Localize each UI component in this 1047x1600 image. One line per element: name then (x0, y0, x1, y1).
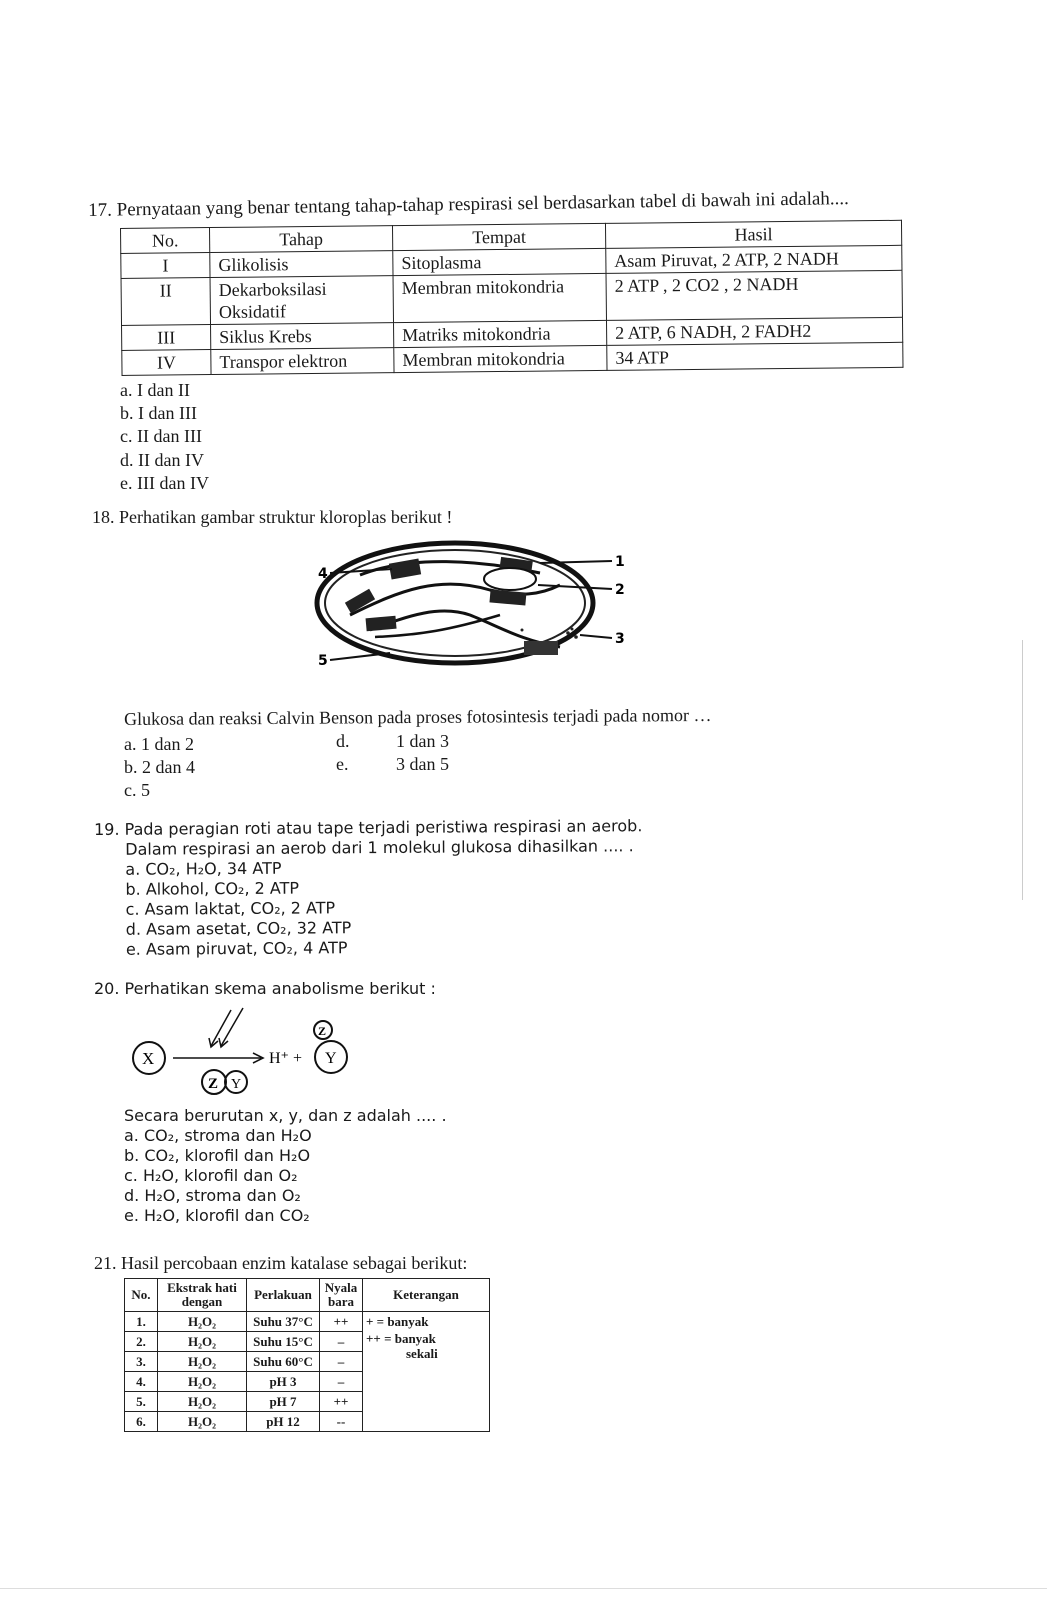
scan-edge-bottom (0, 1588, 1047, 1589)
x-label: X (142, 1049, 155, 1068)
question-21-text: Hasil percobaan enzim katalase sebagai berikut: (121, 1253, 468, 1273)
cell-no: 5. (125, 1392, 158, 1412)
granum (389, 559, 421, 580)
cell-ekstrak: H₂O₂ (158, 1392, 247, 1412)
option-a: a. CO₂, stroma dan H₂O (124, 1126, 312, 1145)
cell-perlakuan: Suhu 60°C (247, 1352, 320, 1372)
cell-hasil: 2 ATP, 6 NADH, 2 FADH2 (606, 317, 902, 345)
question-20 (94, 979, 436, 998)
table-header-row (125, 1279, 490, 1312)
granum (366, 616, 397, 632)
option-b: b. Alkohol, CO₂, 2 ATP (125, 878, 300, 899)
cell-perlakuan: pH 12 (247, 1412, 320, 1432)
question-21-number: 21. (94, 1253, 117, 1273)
option-c: c. II dan III (120, 426, 202, 446)
product-text: H⁺ + (269, 1050, 303, 1067)
option-d: d. II dan IV (120, 450, 204, 470)
option-b: b. I dan III (120, 403, 197, 423)
option-d: d. Asam asetat, CO₂, 32 ATP (125, 918, 352, 939)
respiration-table (120, 220, 904, 376)
ribosome-dot (566, 631, 570, 635)
cell-tahap: Glikolisis (210, 251, 393, 278)
question-20-text: Perhatikan skema anabolisme berikut : (124, 979, 436, 998)
col-header-tahap: Tahap (210, 226, 393, 253)
cell-tempat: Membran mitokondria (393, 273, 606, 322)
cell-tempat: Membran mitokondria (394, 345, 607, 372)
z-label-upper: Z (318, 1024, 327, 1038)
light-arrow (221, 1008, 243, 1046)
cell-no: 3. (125, 1352, 158, 1372)
col-header-no: No. (125, 1279, 158, 1312)
option-e: e. (336, 754, 349, 774)
ribosome-dot (574, 635, 578, 639)
option-c: c. H₂O, klorofil dan O₂ (124, 1166, 298, 1185)
option-e-value: 3 dan 5 (396, 754, 449, 774)
legend-double-plus-cont: sekali (406, 1346, 438, 1361)
col-header-keterangan: Keterangan (363, 1279, 490, 1312)
cell-perlakuan: Suhu 15°C (247, 1332, 320, 1352)
cell-no: 4. (125, 1372, 158, 1392)
pointer-line (580, 635, 612, 638)
question-19-number: 19. (94, 819, 120, 839)
cell-tahap: Transpor elektron (211, 348, 394, 375)
question-19-line2: Dalam respirasi an aerob dari 1 molekul glukosa dihasilkan .... . (125, 836, 634, 859)
cell-keterangan (363, 1312, 490, 1432)
cell-no: 1. (125, 1312, 158, 1332)
question-21 (94, 1253, 467, 1274)
question-18-prompt: Glukosa dan reaksi Calvin Benson pada proses fotosintesis terjadi pada nomor … (124, 704, 712, 729)
option-a: a. 1 dan 2 (124, 734, 194, 754)
col-header-nyala: Nyala bara (320, 1279, 363, 1312)
cell-no: I (121, 253, 210, 279)
cell-tahap: Siklus Krebs (211, 323, 394, 350)
cell-nyala: – (320, 1352, 363, 1372)
table-row (121, 270, 902, 325)
cell-hasil: Asam Piruvat, 2 ATP, 2 NADH (606, 245, 902, 273)
legend-plus: + = banyak (366, 1314, 429, 1329)
question-18-number: 18. (92, 507, 115, 527)
y-label-lower: Y (231, 1077, 242, 1092)
ribosome-dot (571, 628, 574, 631)
granum (489, 589, 526, 605)
label-1: 1 (615, 554, 625, 570)
cell-no: II (121, 278, 210, 326)
question-17-number: 17. (88, 199, 113, 221)
question-17-text: Pernyataan yang benar tentang tahap-tahap respirasi sel berdasarkan tabel di bawah ini adalah.... (116, 188, 850, 221)
cell-nyala: – (320, 1332, 363, 1352)
table-row (125, 1312, 490, 1332)
granum (524, 641, 558, 655)
cell-no: 6. (125, 1412, 158, 1432)
chloroplast-diagram (300, 535, 640, 685)
question-20-number: 20. (94, 979, 120, 998)
cell-tahap: Dekarboksilasi Oksidatif (210, 276, 393, 325)
cell-nyala: ++ (320, 1312, 363, 1332)
cell-ekstrak: H₂O₂ (158, 1332, 247, 1352)
cell-ekstrak: H₂O₂ (158, 1372, 247, 1392)
cell-nyala: ++ (320, 1392, 363, 1412)
cell-no: 2. (125, 1332, 158, 1352)
cell-perlakuan: Suhu 37°C (247, 1312, 320, 1332)
col-header-perlakuan: Perlakuan (247, 1279, 320, 1312)
cell-tempat: Sitoplasma (393, 248, 606, 275)
option-a: a. I dan II (120, 380, 190, 400)
anabolism-scheme (125, 1000, 365, 1100)
scan-edge-right (1022, 640, 1023, 900)
cell-no: III (122, 325, 211, 351)
option-b: b. CO₂, klorofil dan H₂O (124, 1146, 311, 1165)
label-5: 5 (318, 653, 328, 669)
option-d-value: 1 dan 3 (396, 731, 449, 751)
label-2: 2 (615, 582, 625, 598)
cell-hasil: 2 ATP , 2 CO2 , 2 NADH (606, 270, 902, 320)
col-header-ekstrak: Ekstrak hati dengan (158, 1279, 247, 1312)
label-4: 4 (318, 566, 328, 582)
light-arrow (211, 1010, 231, 1046)
pointer-line (330, 653, 390, 660)
question-17 (88, 188, 849, 222)
cell-perlakuan: pH 3 (247, 1372, 320, 1392)
question-19 (94, 816, 643, 960)
option-d: d. (336, 731, 350, 751)
starch-grain (484, 568, 536, 590)
cell-hasil: 34 ATP (607, 342, 903, 370)
question-20-prompt: Secara berurutan x, y, dan z adalah .... . (124, 1106, 447, 1125)
cell-ekstrak: H₂O₂ (158, 1312, 247, 1332)
cell-nyala: – (320, 1372, 363, 1392)
option-e: e. H₂O, klorofil dan CO₂ (124, 1206, 310, 1225)
option-e: e. Asam piruvat, CO₂, 4 ATP (125, 938, 348, 959)
cell-tempat: Matriks mitokondria (394, 320, 607, 347)
option-c: c. Asam laktat, CO₂, 2 ATP (125, 898, 336, 919)
cell-perlakuan: pH 7 (247, 1392, 320, 1412)
label-3: 3 (615, 631, 625, 647)
option-a: a. CO₂, H₂O, 34 ATP (125, 858, 282, 879)
cell-nyala: -- (320, 1412, 363, 1432)
question-19-options (94, 856, 643, 960)
cell-ekstrak: H₂O₂ (158, 1352, 247, 1372)
option-b: b. 2 dan 4 (124, 757, 195, 777)
catalase-table (124, 1278, 490, 1432)
legend-double-plus: ++ = banyak (366, 1331, 436, 1346)
col-header-hasil: Hasil (605, 220, 901, 248)
y-label: Y (325, 1050, 337, 1067)
col-header-tempat: Tempat (392, 223, 605, 250)
question-19-line1: Pada peragian roti atau tape terjadi peristiwa respirasi an aerob. (124, 816, 643, 839)
ribosome-dot (521, 629, 524, 632)
col-header-no: No. (121, 228, 210, 254)
cell-no: IV (122, 350, 211, 376)
option-d: d. H₂O, stroma dan O₂ (124, 1186, 301, 1205)
option-c: c. 5 (124, 780, 150, 800)
question-18-text: Perhatikan gambar struktur kloroplas berikut ! (119, 507, 453, 527)
option-e: e. III dan IV (120, 473, 209, 493)
z-label-lower: Z (208, 1076, 219, 1092)
cell-ekstrak: H₂O₂ (158, 1412, 247, 1432)
question-20-body (124, 1106, 447, 1226)
question-18 (92, 507, 452, 528)
